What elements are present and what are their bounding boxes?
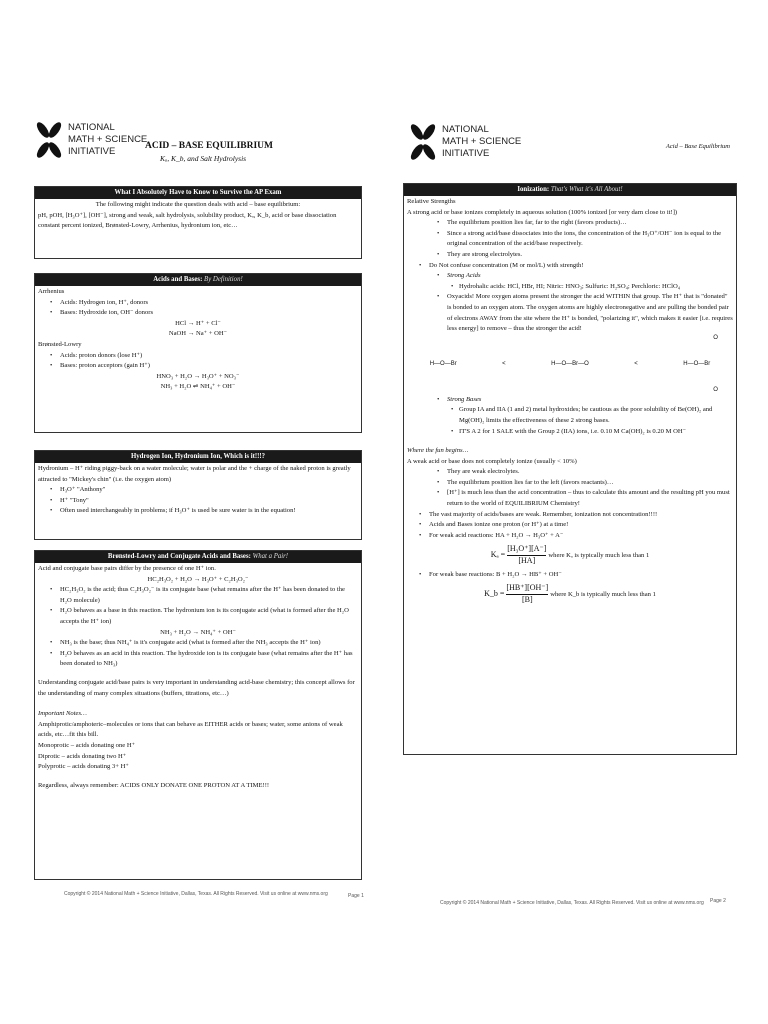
page-subtitle: Kₐ, K_b, and Salt Hydrolysis — [160, 154, 247, 163]
list-item: • IT'S A 2 for 1 SALE with the Group 2 (IIA) ions, i.e. 0.10 M Ca(OH)₂ is 0.20 M OH⁻ — [407, 427, 733, 438]
list-item: • Oxyacids! More oxygen atoms present the stronger the acid WITHIN that group. The H⁺ that is "donated" is bonded to an oxygen atom. The oxygen atoms are highly electronegative and are pulling the bonded pair of electrons AWAY from the site where the H⁺ is bonded, "polarizing it", which makes it easier [i.e. requires less energy] to remove – thus the stronger the acid! — [407, 292, 733, 334]
list-item: • H⁺ "Tony" — [38, 496, 358, 507]
less-than: < — [502, 361, 506, 368]
box-text: A strong acid or base ionizes completely in aqueous solution (100% ionized [or very darn close to it!]) — [407, 208, 678, 216]
equation: HC₂H₃O₂ + H₂O → H₃O⁺ + C₂H₃O₂⁻ — [147, 575, 249, 583]
box-header: Brønsted-Lowry and Conjugate Acids and Bases: What a Pair! — [35, 551, 361, 563]
box-header: Acids and Bases: By Definition! — [35, 274, 361, 286]
box-text: A weak acid or base does not completely ionize (usually < 10%) — [407, 457, 577, 465]
logo-line: NATIONAL — [442, 124, 489, 135]
logo-line: NATIONAL — [68, 122, 115, 133]
box-header: Ionization: That's What it's All About! — [404, 184, 736, 196]
running-title: Acid – Base Equilibrium — [665, 143, 730, 150]
list-item: • H₂O behaves as an acid in this reaction. The hydroxide ion is its conjugate base (what remains after the H⁺ has been donated to NH₃) — [38, 649, 358, 670]
equation: HCl → H⁺ + Cl⁻ — [175, 319, 221, 327]
box-text: Understanding conjugate acid/base pairs is very important in understanding acid-base chemistry; this concept allows for the understanding of many complex situations (buffers, titrations, etc…) — [38, 678, 355, 697]
list-item: • The equilibrium position lies far to the left (favors reactants)… — [407, 478, 733, 489]
footer-copyright: Copyright © 2014 National Math + Science Initiative, Dallas, Texas. All Rights Reserved. Visit us online at www.nms.org — [440, 900, 704, 906]
box-header: What I Absolutely Have to Know to Survive the AP Exam — [35, 187, 361, 199]
box-text: Regardless, always remember: ACIDS ONLY DONATE ONE PROTON AT A TIME!!! — [38, 781, 270, 789]
less-than: < — [634, 361, 638, 368]
molecule: H—O—Br — [683, 361, 711, 368]
equation: HNO₃ + H₂O → H₃O⁺ + NO₃⁻ — [156, 372, 240, 380]
list-item: • H₂O behaves as a base in this reaction. The hydronium ion is its conjugate acid (what is formed after the H₂O accepts the H⁺ ion) — [38, 606, 358, 627]
equation: NH₃ + H₂O → NH₄⁺ + OH⁻ — [160, 628, 236, 636]
list-item: • They are strong electrolytes. — [407, 250, 733, 261]
subheading: Relative Strengths — [407, 198, 456, 205]
note: Polyprotic – acids donating 3+ H⁺ — [38, 763, 129, 771]
box-header: Hydrogen Ion, Hydronium Ion, Which is it!!!? — [35, 451, 361, 463]
list-item: • Bases: proton acceptors (gain H⁺) — [38, 361, 358, 372]
logo-line: MATH + SCIENCE — [68, 134, 148, 145]
ka-expression: Kₐ = $\frac{\text{[H₃O⁺][A⁻]}}{[HA]}$ where Kₐ is typically much less than 1 — [490, 544, 650, 566]
list-item: • Since a strong acid/base dissociates into the ions, the concentration of the H₃O⁺/OH⁻ ion is equal to the original concentration of the acid/base respectively. — [407, 229, 733, 250]
list-item: • Hydrohalic acids: HCl, HBr, HI; Nitric: HNO₃; Sulfuric: H₂SO₄; Perchloric: HClO₄ — [407, 282, 733, 293]
molecule: H—O—Br — [429, 361, 457, 368]
hydronium-box — [34, 450, 362, 540]
logo-line: INITIATIVE — [68, 146, 116, 157]
page-number: Page 1 — [348, 893, 364, 899]
list-item: • The equilibrium position lies far, far to the right (favors products)… — [407, 218, 733, 229]
list-item: • The vast majority of acids/bases are weak. Remember, ionization not concentration!!!! — [407, 510, 733, 521]
atom: O — [713, 335, 718, 342]
subheading: Arrhenius — [38, 288, 65, 295]
list-item: • Often used interchangeably in problems; if H₃O⁺ is used be sure water is in the equation! — [38, 506, 358, 517]
subheading: Brønsted-Lowry — [38, 340, 82, 348]
list-item: • Bases: Hydroxide ion, OH⁻ donors — [38, 308, 358, 319]
note: Diprotic – acids donating two H⁺ — [38, 752, 127, 760]
nmsi-logo — [36, 120, 147, 160]
list-item: • For weak acid reactions: HA + H₂O → H₃O⁺ + A⁻ — [407, 531, 733, 542]
note: Amphiprotic/amphoteric–molecules or ions that can behave as EITHER acids or bases; water, some anions of weak acids, etc…fit this bill. — [38, 720, 343, 739]
subheading: Important Notes… — [38, 710, 87, 718]
list-item: • Acids: proton donors (lose H⁺) — [38, 351, 358, 362]
list-item: • Strong Acids — [407, 271, 733, 282]
list-item: • Do Not confuse concentration (M or mol/L) with strength! — [407, 261, 733, 272]
list-item: • Acids and Bases ionize one proton (or H⁺) at a time! — [407, 520, 733, 531]
list-item: • Strong Bases — [407, 395, 733, 406]
list-item: • For weak base reactions: B + H₂O → HB⁺ + OH⁻ — [407, 570, 733, 581]
conjugate-box — [34, 550, 362, 880]
atom: O — [713, 387, 718, 394]
list-item: • [H⁺] is much less than the acid concentration – thus to calculate this amount and the resulting pH you must return to the world of EQUILIBRIUM Chemistry! — [407, 488, 733, 509]
footer-copyright: Copyright © 2014 National Math + Science Initiative, Dallas, Texas. All Rights Reserved. Visit us online at www.nms.org — [64, 891, 328, 897]
logo-line: MATH + SCIENCE — [442, 136, 522, 147]
box-text: pH, pOH, [H₃O⁺], [OH⁻], strong and weak, salt hydrolysis, solubility product, Kₐ, K_b, acid or base dissociation constant percent ionized, Brønsted-Lowry, Arrhenius, hydronium ion, etc… — [38, 211, 337, 230]
list-item: • NH₃ is the base; thus NH₄⁺ is it's conjugate acid (what is formed after the NH₃ accepts the H⁺ ion) — [38, 638, 358, 649]
equation: NH₃ + H₂O ⇌ NH₄⁺ + OH⁻ — [160, 383, 236, 391]
subheading: Where the fun begins… — [407, 447, 469, 455]
kb-expression: K_b = $\frac{[HB^+][OH^-]}{[B]}$ where K_b is typically much less than 1 — [484, 583, 656, 604]
molecule: H—O—Br—O — [551, 361, 589, 368]
note: Monoprotic – acids donating one H⁺ — [38, 741, 136, 749]
list-item: • HC₂H₃O₂ is the acid; thus C₂H₃O₂⁻ is its conjugate base (what remains after the H⁺ has been donated to the H₂O molecule) — [38, 585, 358, 606]
box-text: The following might indicate the question deals with acid – base equilibrium: — [95, 201, 301, 208]
page-number: Page 2 — [710, 898, 726, 904]
ionization-box — [403, 183, 737, 755]
list-item: • Group IA and IIA (1 and 2) metal hydroxides; be cautious as the poor solubility of Be(OH)₂ and Mg(OH)₂ limits the effectiveness of these 2 strong bases. — [407, 405, 733, 426]
page-title: ACID – BASE EQUILIBRIUM — [145, 141, 274, 151]
list-item: • They are weak electrolytes. — [407, 467, 733, 478]
equation: NaOH → Na⁺ + OH⁻ — [168, 330, 228, 338]
ap-exam-box — [34, 186, 362, 259]
list-item: • H₃O⁺ "Anthony" — [38, 485, 358, 496]
nmsi-logo-icon — [36, 120, 62, 160]
list-item: • Acids: Hydrogen ion, H⁺, donors — [38, 298, 358, 309]
oxyacid-structures — [407, 335, 733, 395]
box-text: Acid and conjugate base pairs differ by the presence of one H⁺ ion. — [38, 565, 216, 572]
nmsi-logo-icon — [410, 122, 436, 162]
logo-line: INITIATIVE — [442, 148, 490, 159]
nmsi-logo — [410, 122, 521, 162]
box-text: Hydronium – H⁺ riding piggy-back on a water molecule; water is polar and the + charge of the naked proton is greatly attracted to "Mickey's chin" (i.e. the oxygen atom) — [38, 465, 351, 483]
definitions-box — [34, 273, 362, 433]
